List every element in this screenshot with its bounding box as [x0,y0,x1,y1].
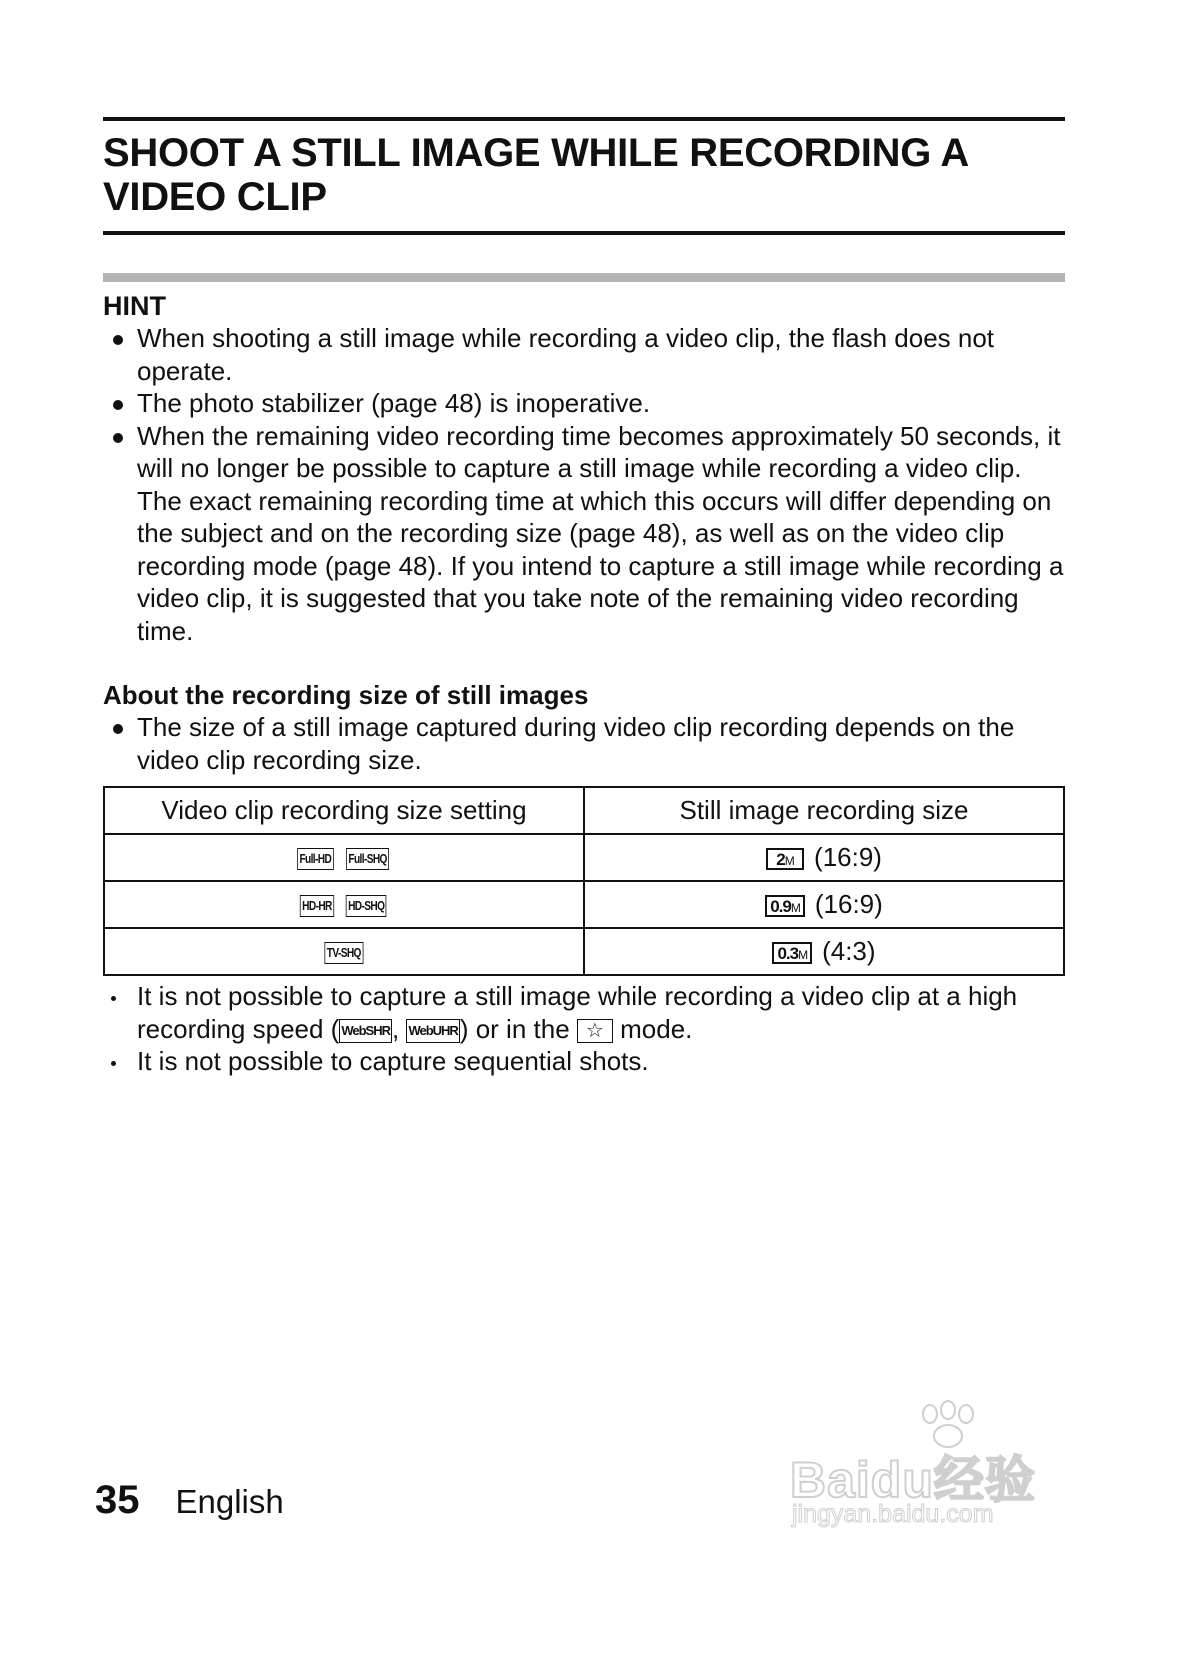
size-icon-unit: M [798,948,808,963]
size-icon-unit: M [784,854,794,869]
still-size-cell [584,834,1064,881]
about-list [103,711,1065,776]
video-mode-cell [104,928,584,975]
note-text: It is not possible to capture a still image while recording a video clip at a high recording speed ( [137,981,1018,1044]
full-shq-mode-icon: Full-SHQ [346,848,389,870]
page-number: 35 [95,1478,140,1522]
table-row [104,834,1064,881]
hint-item: The photo stabilizer (page 48) is inoperative. [103,387,1065,420]
hd-shq-mode-icon: HD-SHQ [346,895,387,917]
recording-size-table [103,786,1065,976]
note-text: ) or in the [459,1013,577,1044]
web-uhr-mode-icon: WebUHR [406,1019,459,1043]
aspect-ratio: (16:9) [814,889,883,919]
still-size-cell [584,881,1064,928]
aspect-ratio: (4:3) [822,936,876,966]
size-0-3m-icon [772,942,812,964]
hint-list [103,322,1065,647]
manual-page [103,117,1065,1078]
page-footer [95,1478,284,1523]
web-shr-mode-icon: WebSHR [339,1019,392,1043]
table-row [104,881,1064,928]
size-icon-value: 2 [776,850,785,870]
aspect-ratio: (16:9) [814,842,882,872]
watermark-main-text: Baidu经验 [790,1452,1036,1508]
size-icon-unit: M [790,901,800,916]
watermark-sub-text: jingyan.baidu.com [792,1500,994,1528]
video-mode-cell [104,834,584,881]
size-2m-icon [766,848,804,870]
size-icon-value: 0.9 [770,897,791,917]
video-mode-cell [104,881,584,928]
still-size-cell [584,928,1064,975]
page-title: SHOOT A STILL IMAGE WHILE RECORDING A VIDEO CLIP [103,131,968,219]
header-video-setting: Video clip recording size setting [104,787,584,834]
star-mode-icon: ☆ [577,1019,613,1043]
note-text: mode. [612,1013,693,1044]
about-heading: About the recording size of still images [103,680,589,710]
table-header-row [104,787,1064,834]
header-still-size: Still image recording size [584,787,1064,834]
hint-item: When shooting a still image while recording a video clip, the flash does not operate. [103,322,1065,387]
size-icon-value: 0.3 [777,944,799,964]
tv-shq-mode-icon: TV-SHQ [325,942,364,964]
language-label: English [175,1483,284,1520]
note-item: It is not possible to capture sequential shots. [103,1045,1065,1078]
table-row [104,928,1064,975]
notes-list [103,980,1065,1078]
hd-hr-mode-icon: HD-HR [300,895,334,917]
baidu-watermark [790,1400,1060,1535]
about-item: The size of a still image captured during video clip recording depends on the video clip recording size. [103,711,1065,776]
note-item [103,980,1065,1045]
hint-label: HINT [103,291,166,321]
title-block [103,117,1065,235]
size-0-9m-icon [765,895,805,917]
hint-item: When the remaining video recording time becomes approximately 50 seconds, it will no longer be possible to capture a still image while recording a video clip. The exact remaining recording time at which this occurs will differ depending on the subject and on the recording size (page 48), as well as on the video clip recording mode (page 48). If you intend to capture a still image while recording a video clip, it is suggested that you take note of the remaining video recording time. [103,420,1065,648]
full-hd-mode-icon: Full-HD [298,848,334,870]
hint-divider [103,273,1065,282]
note-text: , [392,1013,407,1044]
